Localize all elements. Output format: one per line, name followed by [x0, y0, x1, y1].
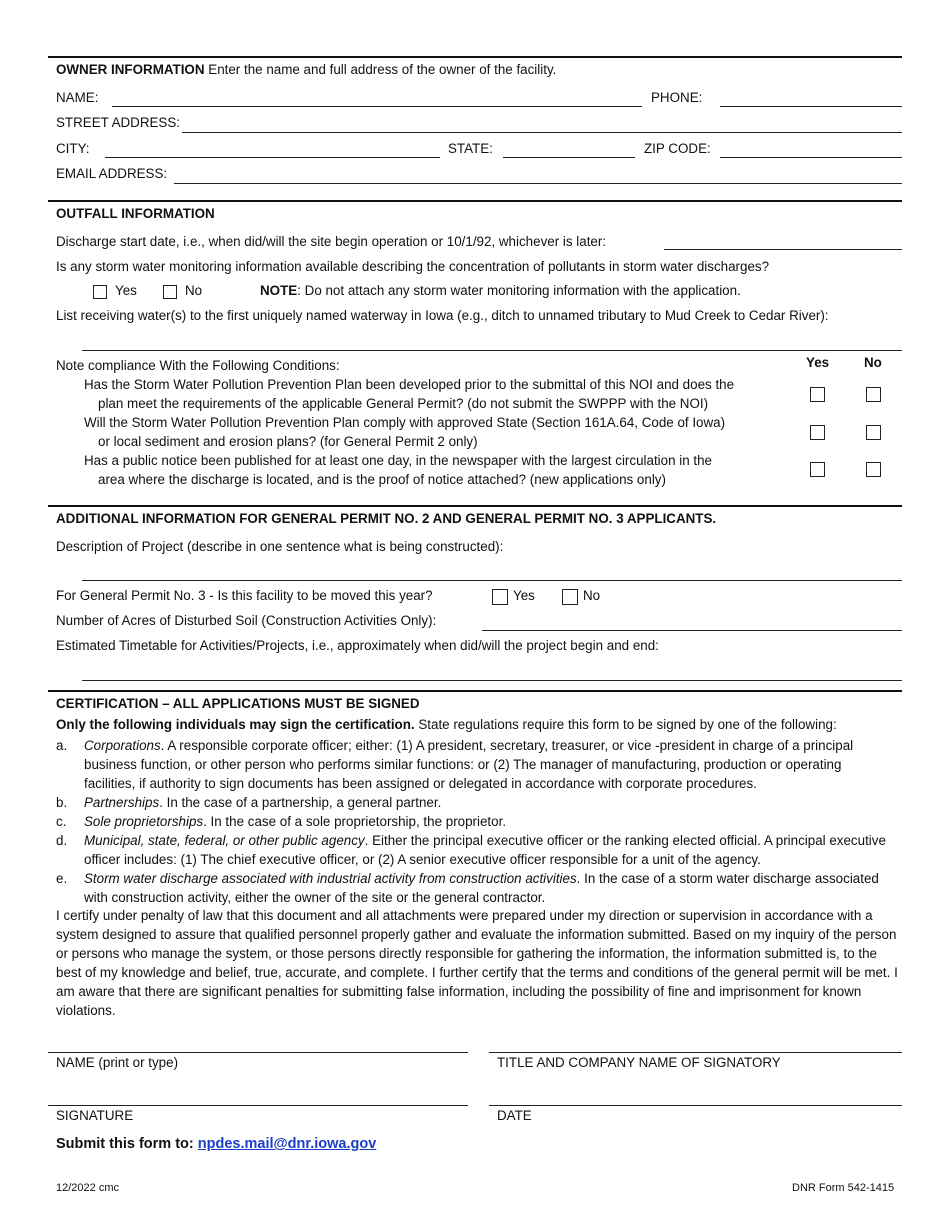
- certification-intro: [56, 717, 837, 732]
- compliance-item-1-line1: Has the Storm Water Pollution Prevention Plan been developed prior to the submittal of this NOI and does the: [84, 377, 735, 392]
- owner-zip-label: ZIP CODE:: [644, 141, 711, 156]
- facility-moved-no-checkbox[interactable]: [562, 589, 578, 605]
- signer-item-d-text: [84, 831, 896, 869]
- compliance-3-no-checkbox[interactable]: [866, 462, 881, 477]
- signer-item-c-title: Sole proprietorships: [84, 814, 204, 829]
- monitoring-note: [260, 283, 741, 298]
- signer-item-b-title: Partnerships: [84, 795, 160, 810]
- monitoring-no-label: No: [185, 283, 203, 298]
- note-text: : Do not attach any storm water monitoring information with the application.: [297, 283, 741, 298]
- footer-revision: 12/2022 cmc: [56, 1182, 119, 1194]
- owner-street-label: STREET ADDRESS:: [56, 115, 181, 130]
- owner-instruction: Enter the name and full address of the owner of the facility.: [208, 62, 557, 77]
- signer-title-label: TITLE AND COMPANY NAME OF SIGNATORY: [497, 1055, 781, 1070]
- signer-item-a-letter: a.: [56, 738, 68, 753]
- owner-heading: OWNER INFORMATION: [56, 62, 205, 77]
- compliance-item-3-line1: Has a public notice been published for at least one day, in the newspaper with the largest circulation in the: [84, 453, 713, 468]
- outfall-heading: OUTFALL INFORMATION: [56, 206, 215, 221]
- owner-city-field[interactable]: [105, 157, 440, 158]
- signer-item-e-title: Storm water discharge associated with industrial activity from construction activities: [84, 871, 577, 886]
- compliance-item-2-line2: or local sediment and erosion plans? (for General Permit 2 only): [98, 434, 478, 449]
- signer-item-e-text: [84, 869, 896, 907]
- signer-item-b-body: . In the case of a partnership, a general partner.: [159, 795, 442, 810]
- certification-intro-bold: Only the following individuals may sign the certification.: [56, 717, 415, 732]
- owner-city-label: CITY:: [56, 141, 90, 156]
- discharge-start-field[interactable]: [664, 249, 902, 250]
- owner-zip-field[interactable]: [720, 157, 902, 158]
- signer-item-b-letter: b.: [56, 795, 68, 810]
- section-divider-certification: [48, 690, 902, 692]
- owner-state-field[interactable]: [503, 157, 635, 158]
- receiving-water-label: List receiving water(s) to the first uniquely named waterway in Iowa (e.g., ditch to unnamed tributary to Mud Creek to Cedar River):: [56, 308, 829, 323]
- signer-item-c-text: [84, 812, 896, 831]
- signature-label: SIGNATURE: [56, 1108, 134, 1123]
- submit-email-link[interactable]: npdes.mail@dnr.iowa.gov: [197, 1136, 377, 1152]
- timetable-field[interactable]: [82, 680, 902, 681]
- signature-field[interactable]: [48, 1105, 468, 1106]
- acres-field[interactable]: [482, 630, 902, 631]
- section-divider-additional: [48, 505, 902, 507]
- owner-heading-row: [56, 62, 556, 77]
- owner-email-field[interactable]: [174, 183, 902, 184]
- compliance-1-yes-checkbox[interactable]: [810, 387, 825, 402]
- signer-item-d-letter: d.: [56, 833, 68, 848]
- signer-item-d-body: . Either the principal executive officer or the ranking elected official. A principal executive officer includes: (1) The chief executive officer, or (2) A senior executive officer responsible for a unit of the agency.: [84, 833, 886, 867]
- owner-street-field[interactable]: [182, 132, 902, 133]
- owner-email-label: EMAIL ADDRESS:: [56, 166, 168, 181]
- signer-item-a-text: [84, 736, 896, 793]
- certification-statement: I certify under penalty of law that this document and all attachments were prepared under my direction or supervision in accordance with a system designed to assure that qualified personnel properly gather and evaluate the information submitted. Based on my inquiry of the person or persons who manage the system, or those persons directly responsible for gathering the information, the information submitted is, to the best of my knowledge and belief, true, accurate, and complete. I further certify that the terms and conditions of the general permit will be met. I am aware that there are significant penalties for submitting false information, including the possibility of fine and imprisonment for known violations.: [56, 908, 898, 1018]
- compliance-item-2-line1: Will the Storm Water Pollution Prevention Plan comply with approved State (Section 161A.64, Code of Iowa): [84, 415, 726, 430]
- signer-name-label: NAME (print or type): [56, 1055, 179, 1070]
- submit-label: Submit this form to:: [56, 1136, 194, 1152]
- certification-heading: CERTIFICATION – ALL APPLICATIONS MUST BE SIGNED: [56, 696, 420, 711]
- receiving-water-field[interactable]: [82, 350, 902, 351]
- facility-moved-no-label: No: [583, 588, 601, 603]
- note-label: NOTE: [260, 283, 298, 298]
- certification-intro-text: State regulations require this form to be signed by one of the following:: [414, 717, 837, 732]
- compliance-3-yes-checkbox[interactable]: [810, 462, 825, 477]
- monitoring-no-checkbox[interactable]: [163, 285, 177, 299]
- date-field[interactable]: [489, 1105, 902, 1106]
- compliance-item-1-line2: plan meet the requirements of the applicable General Permit? (do not submit the SWPPP with the NOI): [98, 396, 709, 411]
- owner-phone-label: PHONE:: [651, 90, 703, 105]
- signer-item-a-body: . A responsible corporate officer; either: (1) A president, secretary, treasurer, or vice -president in charge of a principal business function, or other person who performs similar functions: or (2) The manager of manufacturing, production or operating facilities, if authority to sign documents has been assigned or delegated in accordance with corporate procedures.: [84, 738, 854, 791]
- additional-heading: ADDITIONAL INFORMATION FOR GENERAL PERMIT NO. 2 AND GENERAL PERMIT NO. 3 APPLICANTS.: [56, 511, 717, 526]
- signer-item-e-body: . In the case of a storm water discharge associated with construction activity, either the owner of the site or the general contractor.: [84, 871, 879, 905]
- footer-form-number: DNR Form 542-1415: [792, 1182, 895, 1194]
- signer-name-field[interactable]: [48, 1052, 468, 1053]
- signer-item-c-letter: c.: [56, 814, 67, 829]
- signer-item-e-letter: e.: [56, 871, 68, 886]
- monitoring-question: Is any storm water monitoring information available describing the concentration of pollutants in storm water discharges?: [56, 259, 770, 274]
- signer-item-b-text: [84, 793, 896, 812]
- project-description-label: Description of Project (describe in one sentence what is being constructed):: [56, 539, 504, 554]
- compliance-1-no-checkbox[interactable]: [866, 387, 881, 402]
- timetable-label: Estimated Timetable for Activities/Projects, i.e., approximately when did/will the project begin and end:: [56, 638, 659, 653]
- project-description-field[interactable]: [82, 580, 902, 581]
- compliance-heading: Note compliance With the Following Conditions:: [56, 358, 340, 373]
- owner-name-label: NAME:: [56, 90, 99, 105]
- monitoring-yes-checkbox[interactable]: [93, 285, 107, 299]
- signer-item-c-body: . In the case of a sole proprietorship, the proprietor.: [203, 814, 507, 829]
- compliance-2-no-checkbox[interactable]: [866, 425, 881, 440]
- compliance-no-header: No: [864, 355, 882, 370]
- owner-state-label: STATE:: [448, 141, 493, 156]
- submit-row: [56, 1136, 376, 1152]
- acres-label: Number of Acres of Disturbed Soil (Construction Activities Only):: [56, 613, 437, 628]
- facility-moved-yes-checkbox[interactable]: [492, 589, 508, 605]
- owner-phone-field[interactable]: [720, 106, 902, 107]
- owner-name-field[interactable]: [112, 106, 642, 107]
- signer-title-field[interactable]: [489, 1052, 902, 1053]
- signer-item-d-title: Municipal, state, federal, or other public agency: [84, 833, 365, 848]
- section-divider-outfall: [48, 200, 902, 202]
- facility-moved-yes-label: Yes: [513, 588, 535, 603]
- signer-item-a-title: Corporations: [84, 738, 161, 753]
- monitoring-yes-label: Yes: [115, 283, 137, 298]
- compliance-2-yes-checkbox[interactable]: [810, 425, 825, 440]
- compliance-yes-header: Yes: [806, 355, 830, 370]
- facility-moved-label: For General Permit No. 3 - Is this facility to be moved this year?: [56, 588, 433, 603]
- section-divider-owner: [48, 56, 902, 58]
- date-label: DATE: [497, 1108, 532, 1123]
- discharge-start-label: Discharge start date, i.e., when did/will the site begin operation or 10/1/92, whichever is later:: [56, 234, 607, 249]
- compliance-item-3-line2: area where the discharge is located, and is the proof of notice attached? (new applications only): [98, 472, 666, 487]
